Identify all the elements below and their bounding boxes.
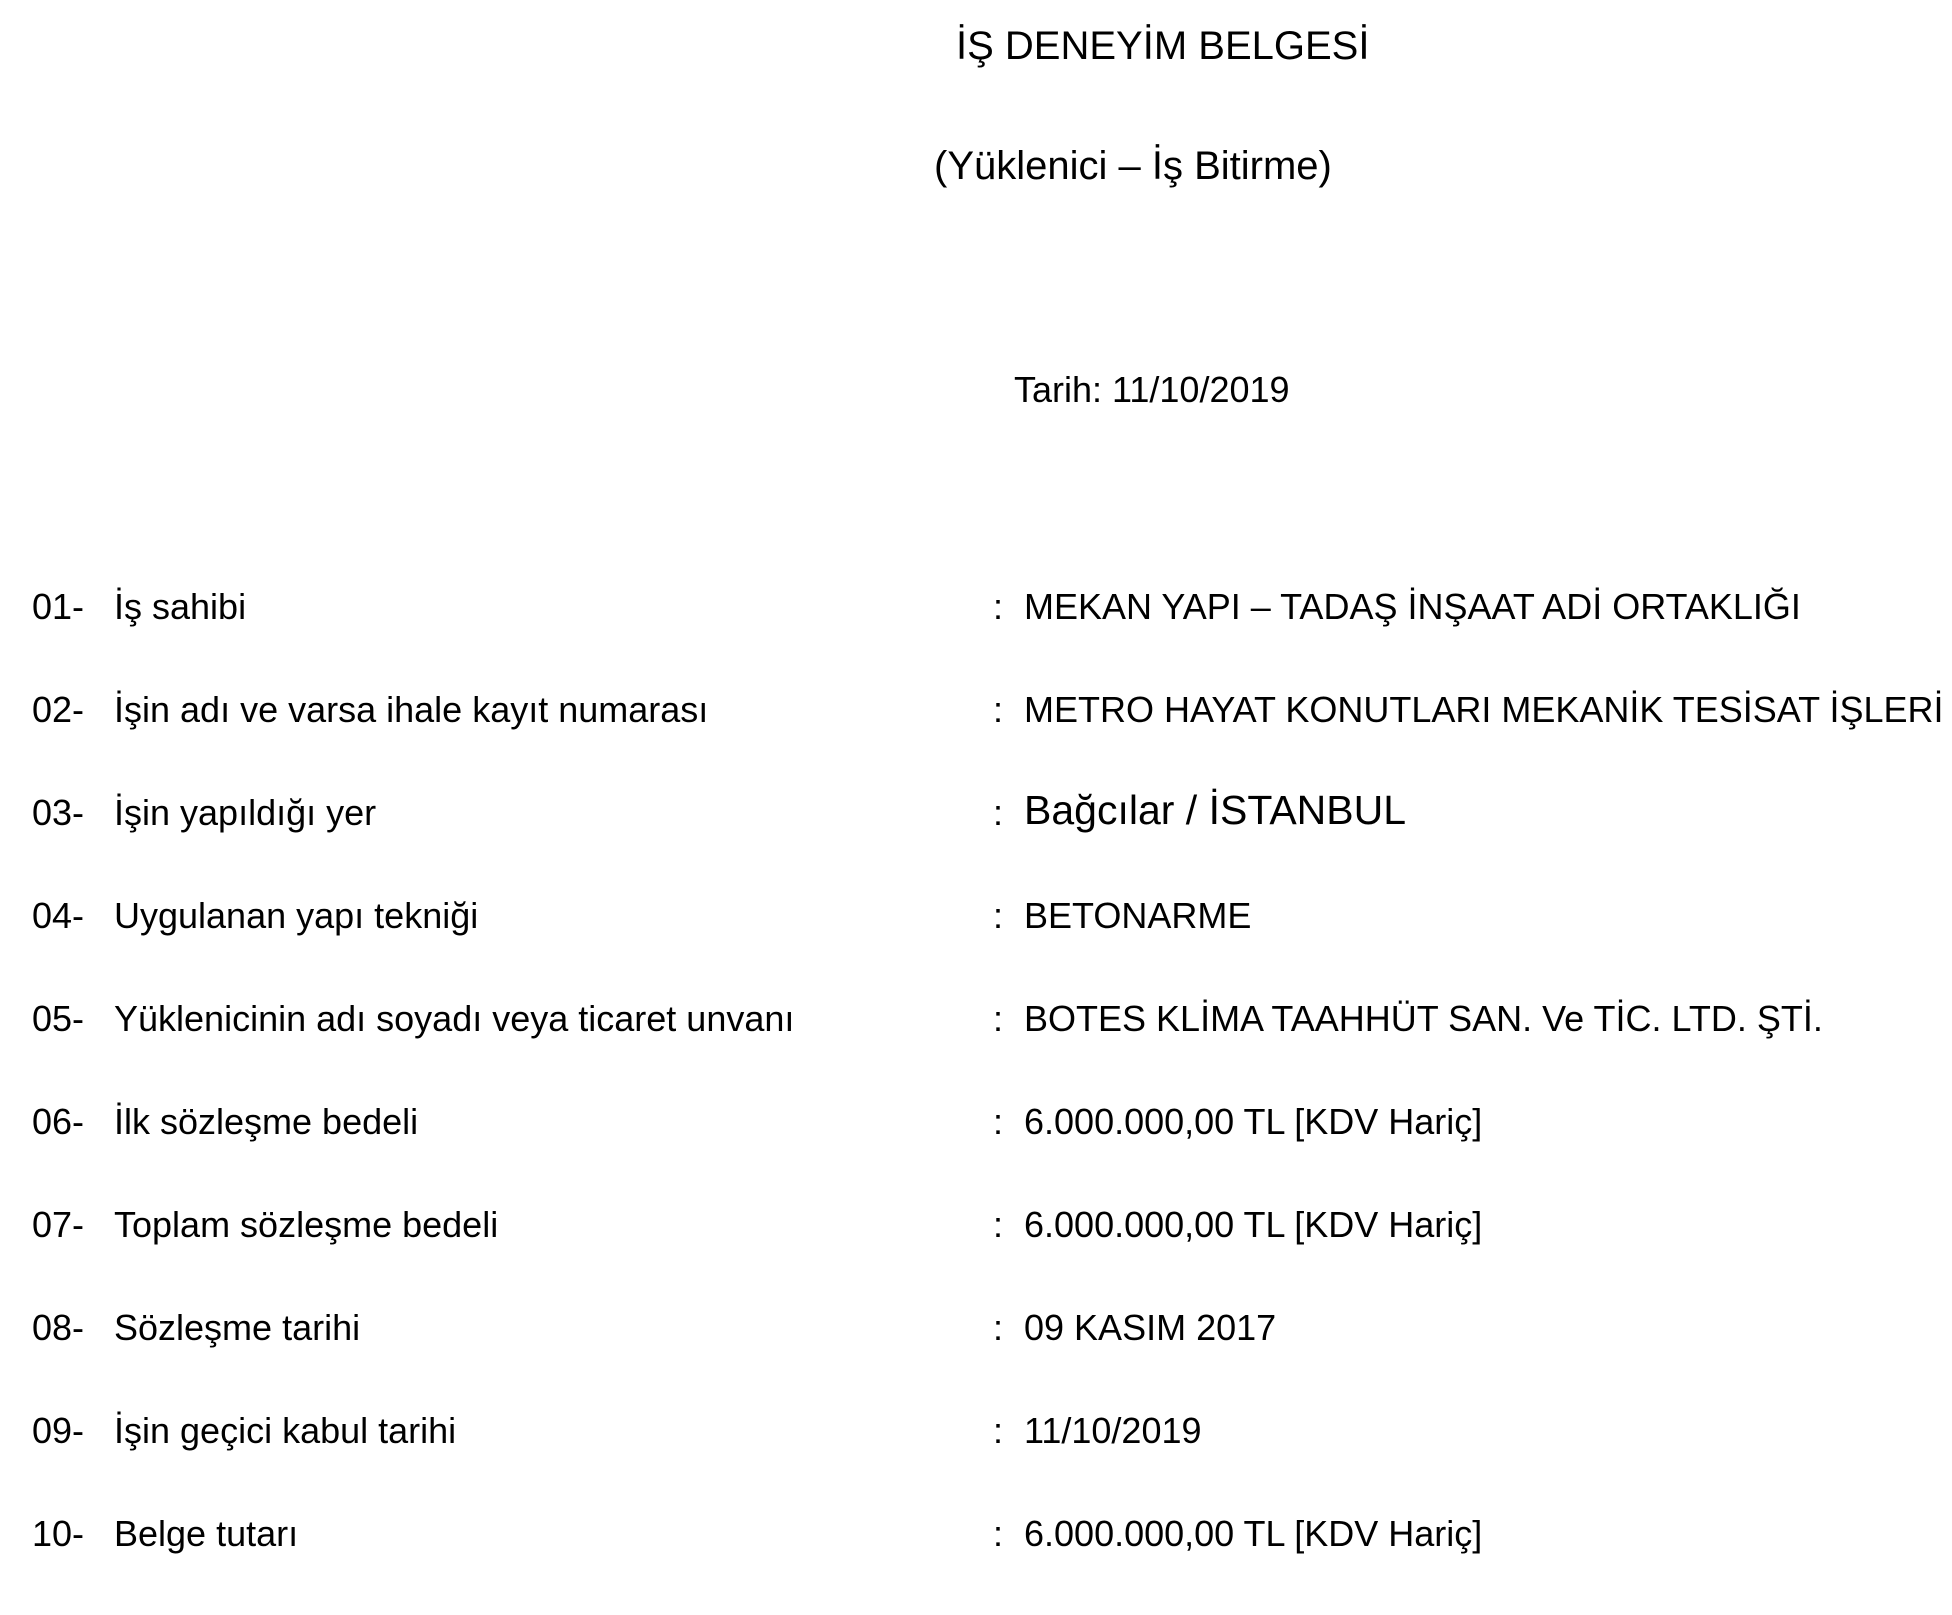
field-separator: : xyxy=(993,1513,1004,1554)
field-row-provisional-acceptance-date xyxy=(32,1409,1932,1512)
field-number: 04- xyxy=(32,895,85,936)
field-separator: : xyxy=(993,1101,1004,1142)
field-number: 02- xyxy=(32,689,85,730)
field-number: 07- xyxy=(32,1204,85,1245)
field-separator: : xyxy=(993,689,1004,730)
field-row-construction-technique xyxy=(32,894,1932,997)
field-separator: : xyxy=(993,1410,1004,1451)
field-separator: : xyxy=(993,895,1004,936)
field-value: 6.000.000,00 TL [KDV Hariç] xyxy=(1024,1101,1483,1142)
field-row-total-contract-price xyxy=(32,1203,1932,1306)
field-label: İşin yapıldığı yer xyxy=(114,792,377,833)
field-number: 09- xyxy=(32,1410,85,1451)
field-value: MEKAN YAPI – TADAŞ İNŞAAT ADİ ORTAKLIĞI xyxy=(1024,586,1801,627)
field-label: Toplam sözleşme bedeli xyxy=(114,1204,499,1245)
field-value: 11/10/2019 xyxy=(1024,1410,1202,1451)
field-number: 10- xyxy=(32,1513,85,1554)
field-row-employer xyxy=(32,585,1932,688)
field-separator: : xyxy=(993,1204,1004,1245)
field-label: Belge tutarı xyxy=(114,1513,299,1554)
field-row-location xyxy=(32,787,1932,894)
field-separator: : xyxy=(993,998,1004,1039)
field-row-contract-date xyxy=(32,1306,1932,1409)
field-value: BETONARME xyxy=(1024,895,1252,936)
field-number: 05- xyxy=(32,998,85,1039)
field-row-work-name xyxy=(32,688,1944,791)
field-value: 09 KASIM 2017 xyxy=(1024,1307,1277,1348)
field-row-certificate-amount xyxy=(32,1512,1932,1615)
field-label: İşin adı ve varsa ihale kayıt numarası xyxy=(114,689,709,730)
document-date: Tarih: 11/10/2019 xyxy=(1014,369,1290,410)
field-number: 08- xyxy=(32,1307,85,1348)
field-value: BOTES KLİMA TAAHHÜT SAN. Ve TİC. LTD. ŞTİ. xyxy=(1024,998,1823,1039)
field-label: İlk sözleşme bedeli xyxy=(114,1101,419,1142)
field-number: 03- xyxy=(32,792,85,833)
field-value: 6.000.000,00 TL [KDV Hariç] xyxy=(1024,1513,1483,1554)
field-number: 01- xyxy=(32,586,85,627)
field-separator: : xyxy=(993,792,1004,833)
field-separator: : xyxy=(993,1307,1004,1348)
field-list xyxy=(32,585,1944,1615)
field-label: İşin geçici kabul tarihi xyxy=(114,1410,457,1451)
field-value: METRO HAYAT KONUTLARI MEKANİK TESİSAT İŞLERİ xyxy=(1024,689,1944,730)
field-label: Sözleşme tarihi xyxy=(114,1307,361,1348)
field-label: İş sahibi xyxy=(114,586,247,627)
field-row-initial-contract-price xyxy=(32,1100,1932,1203)
field-label: Uygulanan yapı tekniği xyxy=(114,895,479,936)
field-label: Yüklenicinin adı soyadı veya ticaret unvanı xyxy=(114,998,795,1039)
field-value: Bağcılar / İSTANBUL xyxy=(1024,787,1407,833)
document-title: İŞ DENEYİM BELGESİ xyxy=(956,24,1370,68)
document-subtitle: (Yüklenici – İş Bitirme) xyxy=(934,144,1332,188)
field-value: 6.000.000,00 TL [KDV Hariç] xyxy=(1024,1204,1483,1245)
field-row-contractor xyxy=(32,997,1932,1100)
field-separator: : xyxy=(993,586,1004,627)
field-number: 06- xyxy=(32,1101,85,1142)
